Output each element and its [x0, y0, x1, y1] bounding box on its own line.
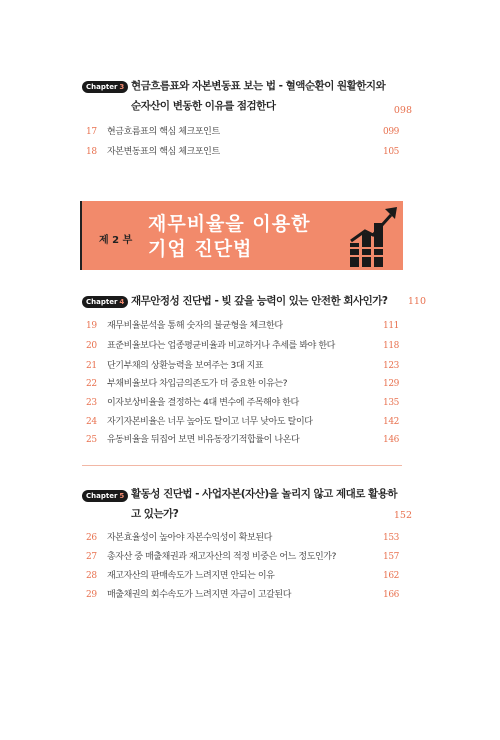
- toc-entry[interactable]: 25 유동비율을 뒤집어 보면 비유동장기적합률이 나온다 146: [86, 435, 399, 445]
- chapter-title: 재무안정성 진단법 - 빚 갚을 능력이 있는 안전한 회사인가?: [131, 295, 388, 307]
- toc-entry[interactable]: 28 재고자산의 판매속도가 느려지면 안되는 이유 162: [86, 571, 399, 581]
- toc-entry[interactable]: 19 재무비율분석을 통해 숫자의 불균형을 체크한다 111: [86, 321, 399, 331]
- chapter-3-heading: [82, 79, 412, 121]
- toc-entry[interactable]: 22 부채비율보다 차입금의존도가 더 중요한 이유는? 129: [86, 379, 399, 389]
- toc-entry[interactable]: 21 단기부채의 상환능력을 보여주는 3대 지표 123: [86, 361, 399, 371]
- toc-entry[interactable]: 29 매출채권의 회수속도가 느려지면 자금이 고갈된다 166: [86, 590, 399, 600]
- chapter-badge: Chapter 5: [82, 490, 128, 502]
- toc-entry[interactable]: 17 현금흐름표의 핵심 체크포인트 099: [86, 127, 399, 137]
- part-title: 재무비율을 이용한 기업 진단법: [148, 213, 311, 260]
- chapter-title: 현금흐름표와 자본변동표 보는 법 - 혈액순환이 원활한지와 순자산이 변동한 이유를 점검한다: [131, 80, 386, 112]
- toc-entry[interactable]: 20 표준비율보다는 업종평균비율과 비교하거나 추세를 봐야 한다 118: [86, 341, 399, 351]
- chapter-5-heading: [82, 488, 412, 530]
- toc-entry[interactable]: 27 총자산 중 매출채권과 재고자산의 적정 비중은 어느 정도인가? 157: [86, 552, 399, 562]
- chapter-page: 098: [393, 105, 412, 116]
- chapter-badge: Chapter 3: [82, 81, 128, 93]
- part-label: 제 2 부: [99, 235, 133, 246]
- section-divider: [82, 465, 402, 466]
- chapter-title: 활동성 진단법 - 사업자본(자산)을 놀리지 않고 제대로 활용하고 있는가?: [131, 488, 397, 520]
- toc-entry[interactable]: 23 이자보상비율을 결정하는 4대 변수에 주목해야 한다 135: [86, 398, 399, 408]
- toc-entry[interactable]: 18 자본변동표의 핵심 체크포인트 105: [86, 147, 399, 157]
- part-banner: [80, 201, 403, 270]
- chapter-4-heading: [82, 294, 426, 314]
- chapter-page: 152: [393, 510, 412, 521]
- chapter-page: 110: [407, 296, 426, 307]
- toc-entry[interactable]: 24 자기자본비율은 너무 높아도 탈이고 너무 낮아도 탈이다 142: [86, 417, 399, 427]
- rising-bar-chart-arrow-icon: [347, 205, 399, 267]
- toc-entry[interactable]: 26 자본효율성이 높아야 자본수익성이 확보된다 153: [86, 533, 399, 543]
- chapter-badge: Chapter 4: [82, 296, 128, 308]
